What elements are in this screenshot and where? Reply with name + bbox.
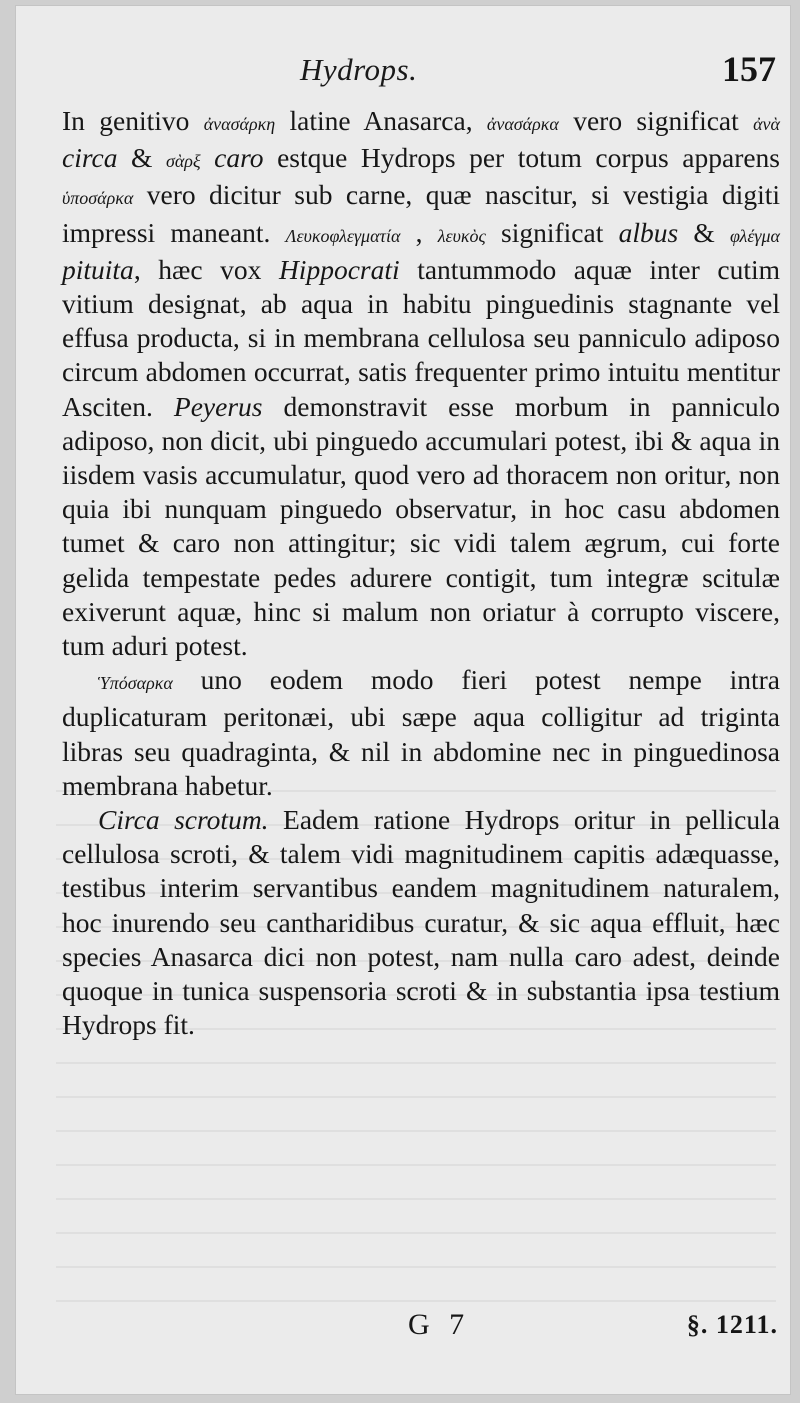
text-run: demonstravit esse morbum in panniculo adiposo, non dicit, ubi pinguedo accumulari potest, ibi & aqua in iisdem vasis accumulatur, quod vero ad thoracem non oritur, non quia ibi nunquam pinguedo observatur, in hoc casu abdomen tumet & caro non attingitur; sic vidi talem ægrum, cui forte gelida tempestate pedes adurere contigit, tum integræ scitulæ exiverunt aquæ, hinc si malum non oriatur à corrupto viscere, tum aduri potest. (62, 390, 780, 662)
page-number: 157 (722, 49, 776, 89)
italic-term: circa (62, 142, 118, 174)
running-title: Hydrops. (300, 52, 418, 87)
greek-term: ὑποσάρκα (62, 188, 134, 209)
text-run: vero significat (558, 105, 754, 136)
text-run: uno eodem modo fieri potest nempe intra duplicaturam peritonæi, ubi sæpe aqua colligitur ad triginta libras seu quadraginta, & nil in abdomine nec in pinguedinosa membrana habetur. (62, 664, 780, 801)
italic-term: pituita (62, 253, 134, 285)
text-run: vero dicitur sub carne, quæ nascitur, si vestigia digiti impressi maneant. (62, 179, 780, 248)
greek-term: Λευκοφλεγματία (285, 225, 401, 246)
text-run: significat (485, 216, 619, 248)
italic-term: Peyerus (173, 390, 263, 422)
text-run: estque Hydrops per totum corpus apparens (263, 142, 781, 174)
greek-term: σὰρξ (165, 151, 201, 172)
page-footer (16, 1308, 790, 1352)
italic-term: caro (214, 142, 264, 174)
text-run: tantummodo aquæ inter cutim vitium designat, ab aqua in habitu pinguedinis stagnante vel effusa producta, si in membrana cellulosa seu panniculo adiposo circum abdomen occurrat, satis frequenter primo intuitu mentitur Asciten. (62, 253, 780, 422)
italic-term: albus (618, 216, 679, 248)
page-header (16, 46, 790, 104)
body-text (62, 104, 780, 1042)
greek-term: ἀνασάρκα (486, 114, 559, 134)
text-run: & (117, 142, 166, 174)
text-run: , (400, 216, 438, 248)
greek-term: λευκὸς (437, 225, 486, 246)
greek-term: ἀνασάρκη (203, 114, 276, 134)
section-catchword: §. 1211. (686, 1310, 778, 1339)
paragraph (62, 803, 780, 1042)
text-run: , hæc vox (133, 253, 279, 285)
signature-mark: G 7 (408, 1308, 471, 1341)
greek-term: φλέγμα (729, 225, 780, 246)
text-run: & (678, 216, 730, 248)
text-run: In genitivo (62, 105, 204, 136)
greek-term: Ὑπόσαρκα (98, 673, 173, 694)
paragraph (62, 663, 780, 803)
paragraph (62, 104, 780, 663)
italic-term: Hippocrati (278, 253, 400, 285)
book-page (16, 6, 790, 1394)
italic-term: Circa scrotum. (98, 804, 269, 836)
text-run: Eadem ratione Hydrops oritur in pellicula cellulosa scroti, & talem vidi magnitudinem capitis adæquasse, testibus interim servantibus eandem magnitudinem naturalem, hoc inurendo seu cantharidibus curatur, & sic aqua effluit, hæc species Anasarca dici non potest, nam nulla caro adest, deinde quoque in tunica suspensoria scroti & in substantia ipsa testium Hydrops fit. (62, 804, 780, 1041)
text-run (201, 142, 215, 173)
text-run: latine Anasarca, (275, 105, 487, 136)
greek-term: ἀνὰ (753, 114, 780, 134)
